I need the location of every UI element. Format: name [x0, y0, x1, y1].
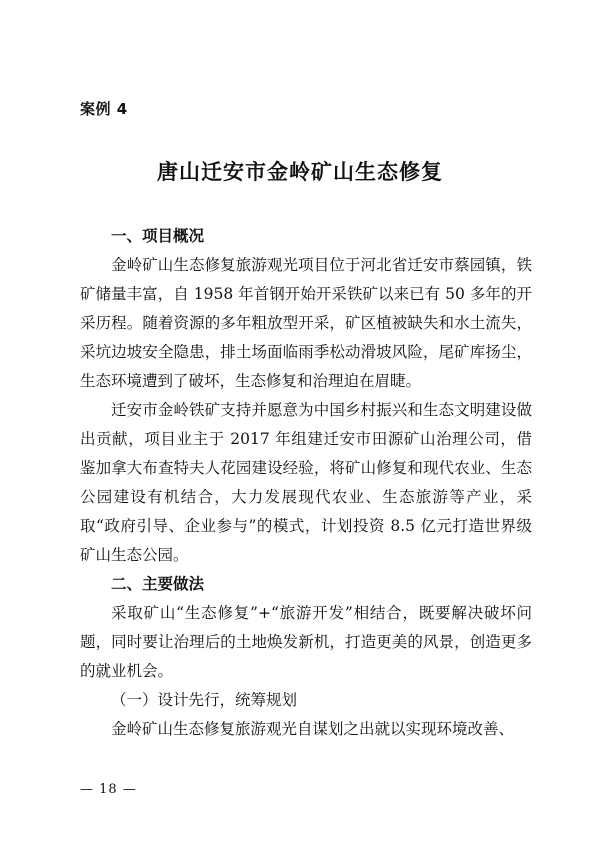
document-title: 唐山迁安市金岭矿山生态修复: [157, 160, 443, 184]
paragraph-overview-1: 金岭矿山生态修复旅游观光项目位于河北省迁安市蔡园镇，铁矿储量丰富，自 1958 年首钢开始开采铁矿以来已有 50 多年的开采历程。随着资源的多年粗放型开采，矿区植被缺失和水土流失，采坑边坡安全隐患，排土场面临雨季松动滑坡风险，尾矿库扬尘，生态环境遭到了破坏，生态修复和治理迫在眉睫。: [80, 256, 532, 390]
paragraph-methods-2: 金岭矿山生态修复旅游观光自谋划之出就以实现环境改善、: [111, 720, 515, 738]
paragraph-overview-2: 迁安市金岭铁矿支持并愿意为中国乡村振兴和生态文明建设做出贡献，项目业主于 2017 年组建迁安市田源矿山治理公司，借鉴加拿大布查特夫人花园建设经验，将矿山修复和现代农业、生态公园建设有机结合，大力发展现代农业、生态旅游等产业，采取“政府引导、企业参与”的模式，计划投资 8.5 亿元打造世界级矿山生态公园。: [80, 401, 532, 564]
section-heading-overview: 一、项目概况: [111, 227, 205, 245]
paragraph-methods-1: 采取矿山“生态修复”+“旅游开发”相结合，既要解决破坏问题，同时要让治理后的土地焕发新机，打造更美的风景，创造更多的就业机会。: [80, 604, 532, 680]
subsection-heading-design: （一）设计先行，统筹规划: [111, 691, 298, 709]
document-body: [80, 222, 532, 744]
case-label: 案例 4: [80, 100, 128, 118]
page-number: — 18 —: [80, 782, 137, 797]
section-heading-methods: 二、主要做法: [111, 575, 205, 593]
